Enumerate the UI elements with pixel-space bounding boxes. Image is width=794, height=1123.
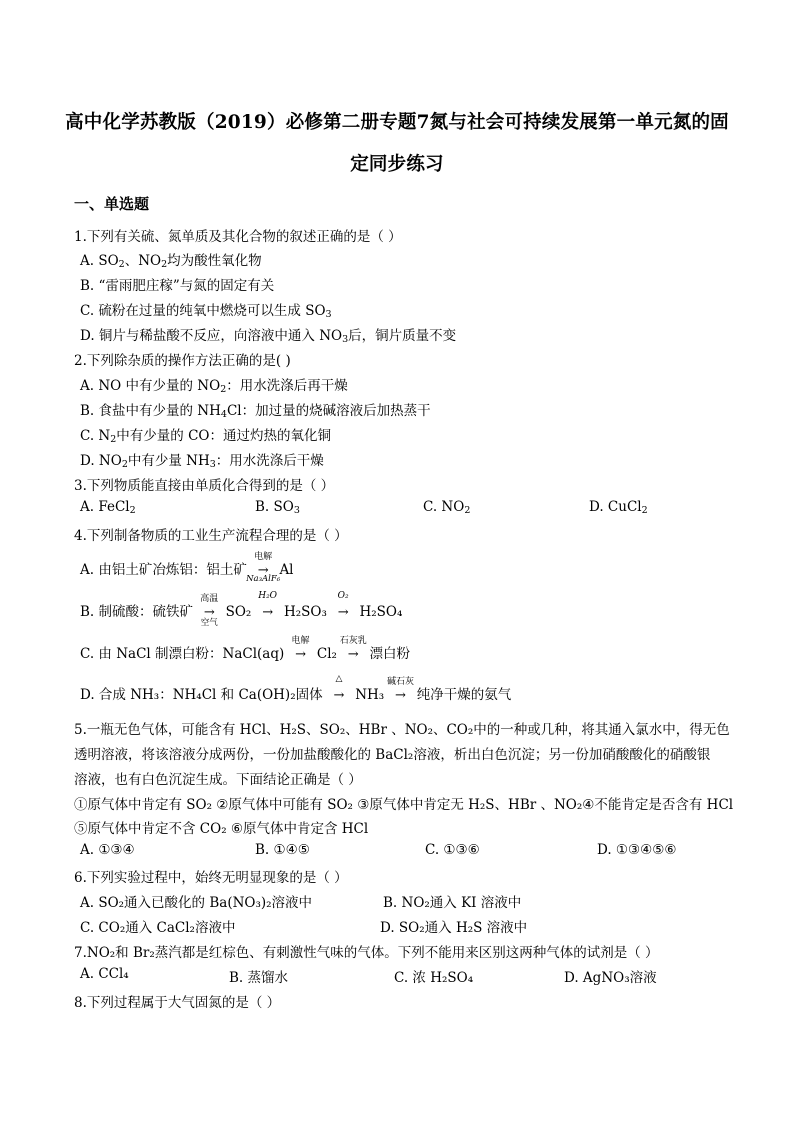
- question-7-option-b: B. 蒸馏水: [229, 970, 289, 986]
- question-5-stem-line-2: 透明溶液，将该溶液分成两份，一份加盐酸酸化的 BaCl₂溶液，析出白色沉淀；另一份加硝酸酸化的硝酸银: [74, 747, 711, 763]
- question-4-option-b: B. 制硫酸：硫铁矿 高温 → 空气 SO₂ H₂O → H₂SO₃ O₂ → H₂SO₄: [80, 591, 403, 628]
- question-2-stem: 2.下列除杂质的操作方法正确的是( ): [74, 353, 291, 369]
- question-3-option-a: A. FeCl$_2$: [80, 499, 136, 516]
- question-1-option-b: B. “雷雨肥庄稼”与氮的固定有关: [80, 278, 275, 294]
- reaction-arrow: △ →: [333, 674, 345, 703]
- question-4-stem: 4.下列制备物质的工业生产流程合理的是（ ）: [74, 528, 348, 544]
- document-title-line-2: 定同步练习: [350, 154, 444, 175]
- question-2-option-b: B. 食盐中有少量的 $NH_4Cl$：加过量的烧碱溶液后加热蒸干: [80, 403, 431, 420]
- question-5-statements-line-2: ⑤原气体中肯定不含 CO₂ ⑥原气体中肯定含 HCl: [74, 821, 369, 837]
- document-title-line-1: 高中化学苏教版（2019）必修第二册专题7氮与社会可持续发展第一单元氮的固: [65, 112, 729, 133]
- section-heading: 一、单选题: [74, 195, 150, 213]
- reaction-arrow: 电解 → Na₃AlF₆: [246, 552, 281, 584]
- question-1-option-d: D. 铜片与稀盐酸不反应，向溶液中通入 $NO_3$后，铜片质量不变: [80, 328, 457, 345]
- question-7-option-a: A. CCl₄: [80, 966, 129, 982]
- question-1-option-a: A. $SO_2$、$NO_2$均为酸性氧化物: [80, 253, 262, 270]
- question-3-option-c: C. $NO_2$: [423, 499, 471, 516]
- reaction-arrow: 电解 →: [291, 636, 310, 662]
- question-4-option-d: D. 合成 NH₃：NH₄Cl 和 Ca(OH)₂固体 △ → NH₃ 碱石灰 → 纯净干燥的氨气: [80, 674, 512, 703]
- question-4-option-a: A. 由铝土矿冶炼铝：铝土矿 电解 → Na₃AlF₆ Al: [80, 552, 294, 584]
- question-5-option-a: A. ①③④: [80, 842, 135, 858]
- reaction-arrow: 石灰乳 →: [339, 636, 367, 662]
- question-7-stem: 7.NO₂和 Br₂蒸汽都是红棕色、有刺激性气味的气体。下列不能用来区别这两种气体的试剂是（ ）: [74, 945, 659, 961]
- question-5-stem-line-1: 5.一瓶无色气体，可能含有 HCl、H₂S、SO₂、HBr 、NO₂、CO₂中的一种或几种，将其通入氯水中，得无色: [74, 722, 730, 738]
- question-6-option-a: A. SO₂通入已酸化的 Ba(NO₃)₂溶液中: [80, 895, 313, 911]
- question-2-option-a: A. NO 中有少量的 $NO_2$：用水洗涤后再干燥: [80, 378, 348, 395]
- reaction-arrow: 碱石灰 →: [386, 677, 414, 703]
- question-2-option-c: C. $N_2$中有少量的 CO：通过灼热的氧化铜: [80, 428, 331, 445]
- question-8-stem: 8.下列过程属于大气固氮的是（ ）: [74, 995, 281, 1011]
- question-3-option-d: D. CuCl$_2$: [589, 499, 648, 516]
- question-2-option-d: D. $NO_2$中有少量 $NH_3$：用水洗涤后干燥: [80, 453, 324, 470]
- question-4-option-c: C. 由 NaCl 制漂白粉：NaCl(aq) 电解 → Cl₂ 石灰乳 → 漂白粉: [80, 636, 411, 662]
- question-3-option-b: B. $SO_3$: [255, 499, 300, 516]
- question-6-stem: 6.下列实验过程中，始终无明显现象的是（ ）: [74, 870, 348, 886]
- reaction-arrow: 高温 → 空气: [200, 594, 219, 628]
- question-5-option-c: C. ①③⑥: [425, 842, 480, 858]
- question-6-option-c: C. CO₂通入 CaCl₂溶液中: [80, 920, 236, 936]
- question-6-option-b: B. NO₂通入 KI 溶液中: [383, 895, 522, 911]
- question-6-option-d: D. SO₂通入 H₂S 溶液中: [380, 920, 528, 936]
- question-5-stem-line-3: 溶液，也有白色沉淀生成。下面结论正确是（ ）: [74, 772, 362, 788]
- question-1-option-c: C. 硫粉在过量的纯氧中燃烧可以生成 $SO_3$: [80, 303, 332, 320]
- question-1-stem: 1.下列有关硫、氮单质及其化合物的叙述正确的是（ ）: [74, 229, 402, 245]
- question-5-option-d: D. ①③④⑤⑥: [597, 842, 677, 858]
- reaction-arrow: H₂O →: [258, 591, 278, 620]
- question-5-statements-line-1: ①原气体中肯定有 SO₂ ②原气体中可能有 SO₂ ③原气体中肯定无 H₂S、HBr 、NO₂④不能肯定是否含有 HCl: [74, 797, 734, 813]
- question-7-option-d: D. AgNO₃溶液: [564, 970, 657, 986]
- question-5-option-b: B. ①④⑤: [255, 842, 310, 858]
- reaction-arrow: O₂ →: [337, 591, 349, 620]
- question-3-stem: 3.下列物质能直接由单质化合得到的是（ ）: [74, 478, 335, 494]
- question-7-option-c: C. 浓 H₂SO₄: [394, 970, 474, 986]
